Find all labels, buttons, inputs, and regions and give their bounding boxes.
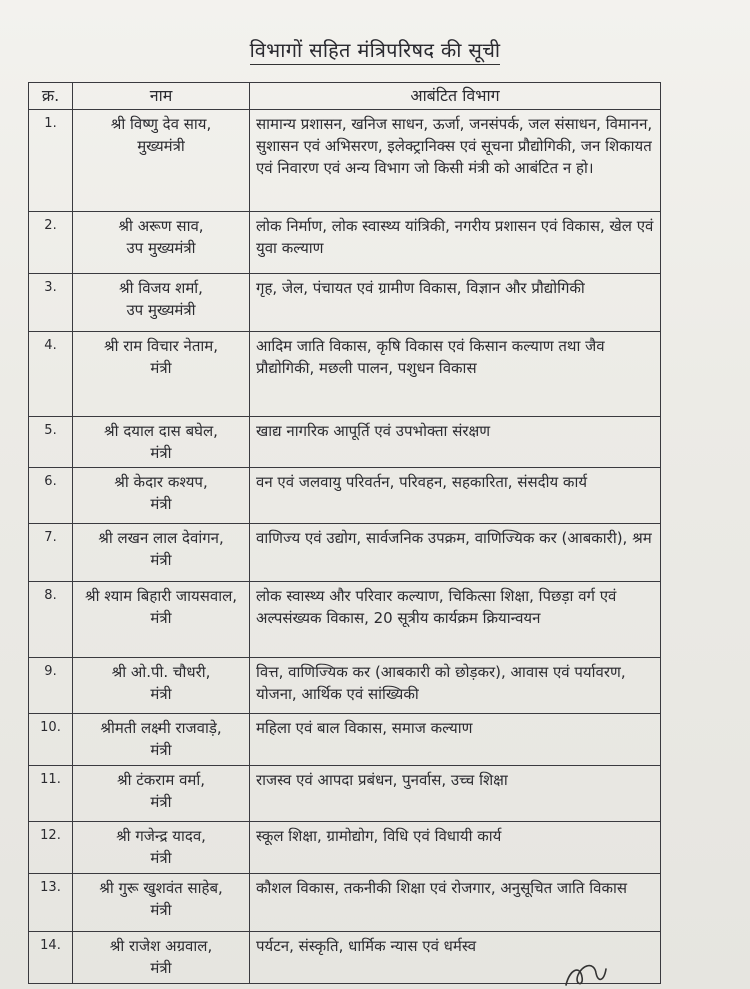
minister-role: मंत्री	[150, 849, 172, 867]
row-serial: 12.	[29, 822, 73, 874]
table-row	[29, 582, 661, 658]
header-name: नाम	[73, 83, 250, 110]
minister-name: श्री अरूण साव,	[118, 217, 204, 235]
row-departments: कौशल विकास, तकनीकी शिक्षा एवं रोजगार, अनुसूचित जाति विकास	[250, 874, 661, 932]
row-name-cell	[73, 658, 250, 714]
minister-name: श्री गुरू खुशवंत साहेब,	[99, 879, 223, 897]
row-serial: 3.	[29, 274, 73, 332]
minister-name: श्री विजय शर्मा,	[119, 279, 203, 297]
row-departments: गृह, जेल, पंचायत एवं ग्रामीण विकास, विज्ञान और प्रौद्योगिकी	[250, 274, 661, 332]
row-serial: 8.	[29, 582, 73, 658]
table-row	[29, 658, 661, 714]
minister-role: मंत्री	[150, 901, 172, 919]
row-name-cell	[73, 766, 250, 822]
row-serial: 7.	[29, 524, 73, 582]
minister-name: श्रीमती लक्ष्मी राजवाड़े,	[100, 719, 222, 737]
table-row	[29, 274, 661, 332]
row-serial: 2.	[29, 212, 73, 274]
row-serial: 11.	[29, 766, 73, 822]
table-row	[29, 766, 661, 822]
header-serial: क्र.	[29, 83, 73, 110]
table-row	[29, 332, 661, 417]
row-name-cell	[73, 582, 250, 658]
minister-role: मुख्यमंत्री	[137, 137, 185, 155]
table-row	[29, 212, 661, 274]
minister-name: श्री राजेश अग्रवाल,	[109, 937, 213, 955]
row-departments: स्कूल शिक्षा, ग्रामोद्योग, विधि एवं विधायी कार्य	[250, 822, 661, 874]
minister-name: श्री विष्णु देव साय,	[110, 115, 212, 133]
minister-role: मंत्री	[150, 685, 172, 703]
document-title	[0, 36, 750, 63]
table-header-row	[29, 83, 661, 110]
row-departments: वाणिज्य एवं उद्योग, सार्वजनिक उपक्रम, वाणिज्यिक कर (आबकारी), श्रम	[250, 524, 661, 582]
council-of-ministers-table	[28, 82, 661, 984]
minister-role: उप मुख्यमंत्री	[126, 239, 196, 257]
row-serial: 4.	[29, 332, 73, 417]
document-title-text: विभागों सहित मंत्रिपरिषद की सूची	[250, 38, 501, 65]
row-serial: 6.	[29, 468, 73, 524]
row-serial: 9.	[29, 658, 73, 714]
row-departments: लोक स्वास्थ्य और परिवार कल्याण, चिकित्सा शिक्षा, पिछड़ा वर्ग एवं अल्पसंख्यक विकास, 20 सूत्रीय कार्यक्रम क्रियान्वयन	[250, 582, 661, 658]
row-name-cell	[73, 212, 250, 274]
table-row	[29, 110, 661, 212]
minister-name: श्री ओ.पी. चौधरी,	[111, 663, 211, 681]
minister-role: मंत्री	[150, 741, 172, 759]
minister-name: श्री श्याम बिहारी जायसवाल,	[84, 587, 238, 605]
minister-role: मंत्री	[150, 444, 172, 462]
minister-role: मंत्री	[150, 959, 172, 977]
signature-mark	[560, 955, 620, 989]
row-serial: 10.	[29, 714, 73, 766]
minister-name: श्री केदार कश्यप,	[114, 473, 208, 491]
row-departments: राजस्व एवं आपदा प्रबंधन, पुनर्वास, उच्च शिक्षा	[250, 766, 661, 822]
minister-name: श्री राम विचार नेताम,	[103, 337, 219, 355]
minister-role: मंत्री	[150, 359, 172, 377]
minister-name: श्री लखन लाल देवांगन,	[98, 529, 224, 547]
row-serial: 5.	[29, 417, 73, 468]
row-name-cell	[73, 822, 250, 874]
table-row	[29, 524, 661, 582]
minister-name: श्री टंकराम वर्मा,	[116, 771, 206, 789]
row-departments: वन एवं जलवायु परिवर्तन, परिवहन, सहकारिता, संसदीय कार्य	[250, 468, 661, 524]
minister-name: श्री गजेन्द्र यादव,	[116, 827, 206, 845]
row-name-cell	[73, 874, 250, 932]
row-departments: पर्यटन, संस्कृति, धार्मिक न्यास एवं धर्मस्व	[250, 932, 661, 984]
row-name-cell	[73, 714, 250, 766]
row-departments: आदिम जाति विकास, कृषि विकास एवं किसान कल्याण तथा जैव प्रौद्योगिकी, मछली पालन, पशुधन विकास	[250, 332, 661, 417]
table-row	[29, 468, 661, 524]
row-name-cell	[73, 110, 250, 212]
minister-name: श्री दयाल दास बघेल,	[104, 422, 218, 440]
header-departments: आबंटित विभाग	[250, 83, 661, 110]
row-name-cell	[73, 932, 250, 984]
row-departments: लोक निर्माण, लोक स्वास्थ्य यांत्रिकी, नगरीय प्रशासन एवं विकास, खेल एवं युवा कल्याण	[250, 212, 661, 274]
row-name-cell	[73, 274, 250, 332]
row-departments: महिला एवं बाल विकास, समाज कल्याण	[250, 714, 661, 766]
minister-role: मंत्री	[150, 609, 172, 627]
row-name-cell	[73, 468, 250, 524]
row-departments: खाद्य नागरिक आपूर्ति एवं उपभोक्ता संरक्षण	[250, 417, 661, 468]
minister-role: मंत्री	[150, 551, 172, 569]
row-serial: 14.	[29, 932, 73, 984]
table-row	[29, 822, 661, 874]
minister-role: उप मुख्यमंत्री	[126, 301, 196, 319]
table-row	[29, 714, 661, 766]
row-serial: 13.	[29, 874, 73, 932]
row-name-cell	[73, 417, 250, 468]
minister-role: मंत्री	[150, 495, 172, 513]
row-serial: 1.	[29, 110, 73, 212]
row-name-cell	[73, 524, 250, 582]
table-row	[29, 874, 661, 932]
row-departments: वित्त, वाणिज्यिक कर (आबकारी को छोड़कर), आवास एवं पर्यावरण, योजना, आर्थिक एवं सांख्यिकी	[250, 658, 661, 714]
minister-role: मंत्री	[150, 793, 172, 811]
table-row	[29, 417, 661, 468]
row-departments: सामान्य प्रशासन, खनिज साधन, ऊर्जा, जनसंपर्क, जल संसाधन, विमानन, सुशासन एवं अभिसरण, इलेक्ट्रानिक्स एवं सूचना प्रौद्योगिकी, जन शिकायत एवं निवारण एवं अन्य विभाग जो किसी मंत्री को आबंटित न हो।	[250, 110, 661, 212]
row-name-cell	[73, 332, 250, 417]
